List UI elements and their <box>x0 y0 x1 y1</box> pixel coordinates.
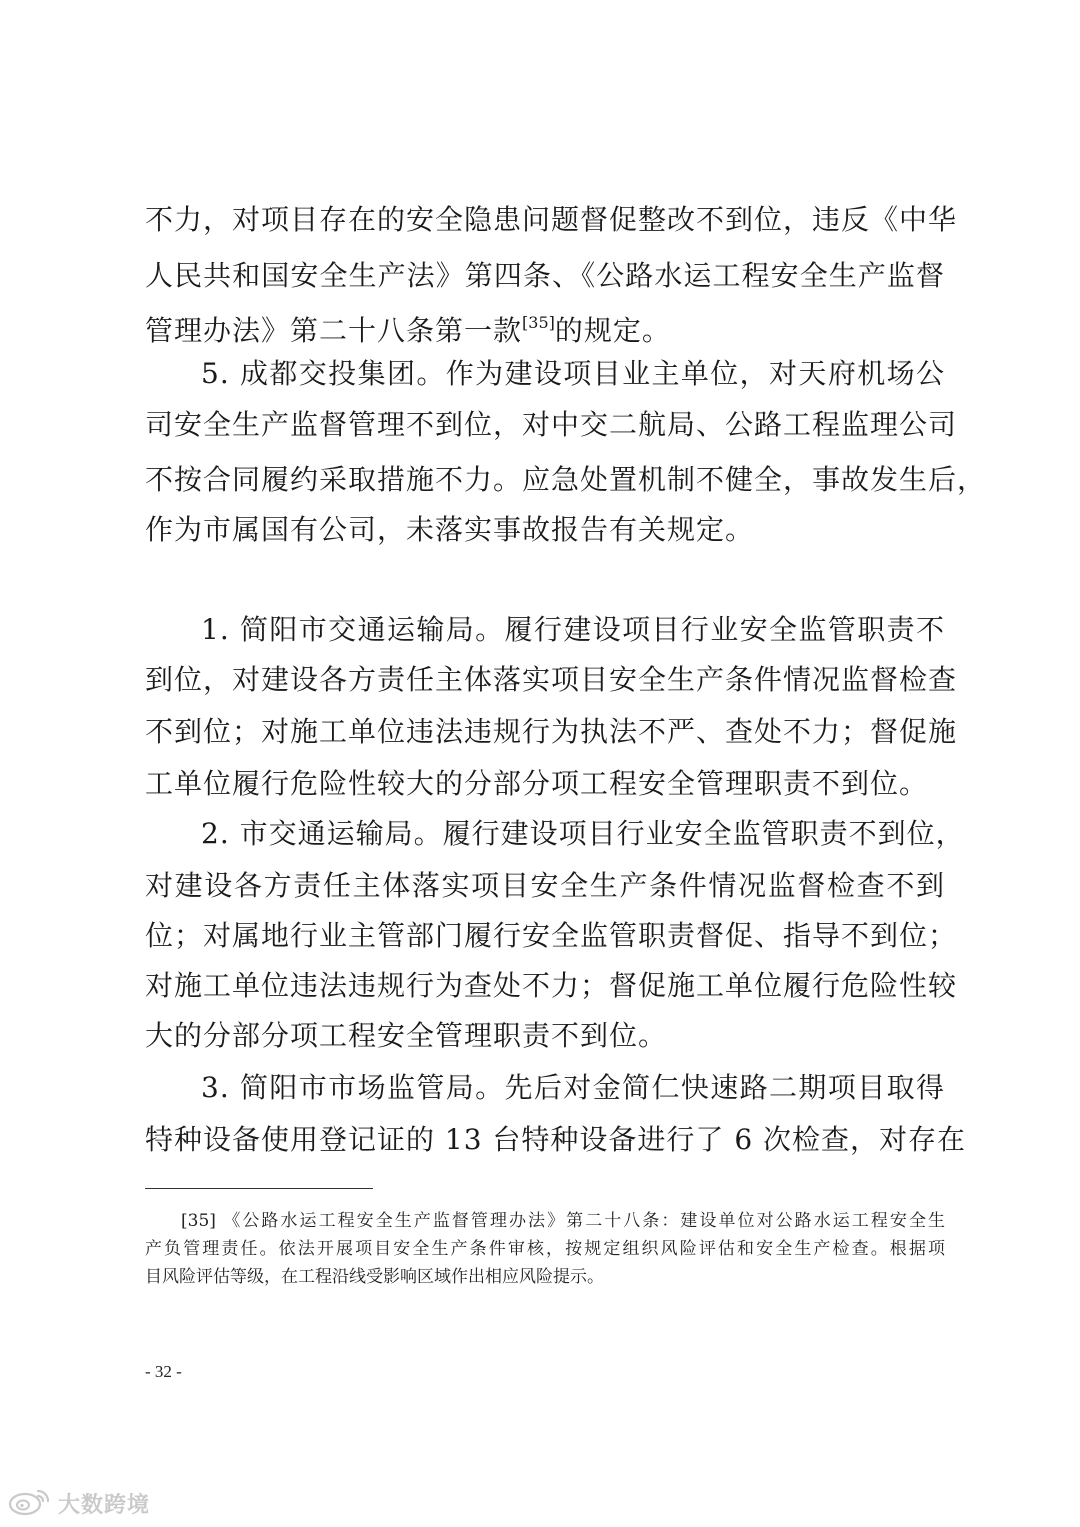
body-line: 工单位履行危险性较大的分部分项工程安全管理职责不到位。 <box>145 767 929 800</box>
body-line: 1. 简阳市交通运输局。履行建设项目行业安全监管职责不 <box>201 613 945 646</box>
body-line: 人民共和国安全生产法》第四条、《公路水运工程安全生产监督 <box>145 259 945 292</box>
footnote-line: 产负管理责任。依法开展项目安全生产条件审核，按规定组织风险评估和安全生产检查。根据项 <box>145 1239 945 1259</box>
body-line: 司安全生产监督管理不到位，对中交二航局、公路工程监理公司 <box>145 408 958 441</box>
weibo-logo-icon <box>8 1485 52 1521</box>
body-line: 位；对属地行业主管部门履行安全监管职责督促、指导不到位； <box>145 919 958 952</box>
body-line: 2. 市交通运输局。履行建设项目行业安全监管职责不到位， <box>201 817 965 850</box>
body-line: 大的分部分项工程安全管理职责不到位。 <box>145 1019 668 1052</box>
watermark-text: 大数跨境 <box>58 1492 151 1518</box>
body-line: 对建设各方责任主体落实项目安全生产条件情况监督检查不到 <box>145 869 945 902</box>
watermark <box>8 1485 150 1521</box>
body-line: 作为市属国有公司，未落实事故报告有关规定。 <box>145 513 755 546</box>
body-line: 不力，对项目存在的安全隐患问题督促整改不到位，违反《中华 <box>145 203 958 236</box>
body-line: 不到位；对施工单位违法违规行为执法不严、查处不力；督促施 <box>145 715 958 748</box>
page-number: - 32 - <box>145 1362 182 1381</box>
body-line: 不按合同履约采取措施不力。应急处置机制不健全，事故发生后， <box>145 463 987 496</box>
body-line: 5. 成都交投集团。作为建设项目业主单位，对天府机场公 <box>201 357 945 390</box>
body-line: 对施工单位违法违规行为查处不力；督促施工单位履行危险性较 <box>145 969 958 1002</box>
footnote-reference[interactable]: [35] <box>522 313 555 332</box>
body-line: 特种设备使用登记证的 13 台特种设备进行了 6 次检查，对存在 <box>145 1123 967 1156</box>
body-line-with-footnote-ref <box>145 303 945 351</box>
footnote-line: 目风险评估等级，在工程沿线受影响区域作出相应风险提示。 <box>145 1267 604 1287</box>
body-line: 到位，对建设各方责任主体落实项目安全生产条件情况监督检查 <box>145 663 958 696</box>
body-text: 管理办法》第二十八条第一款 <box>145 314 523 347</box>
footnote-separator <box>145 1188 373 1189</box>
body-line: 3. 简阳市市场监管局。先后对金简仁快速路二期项目取得 <box>201 1071 945 1104</box>
footnote-line: [35] 《公路水运工程安全生产监督管理办法》第二十八条：建设单位对公路水运工程安全生 <box>181 1211 945 1231</box>
body-text: 的规定。 <box>554 314 671 347</box>
